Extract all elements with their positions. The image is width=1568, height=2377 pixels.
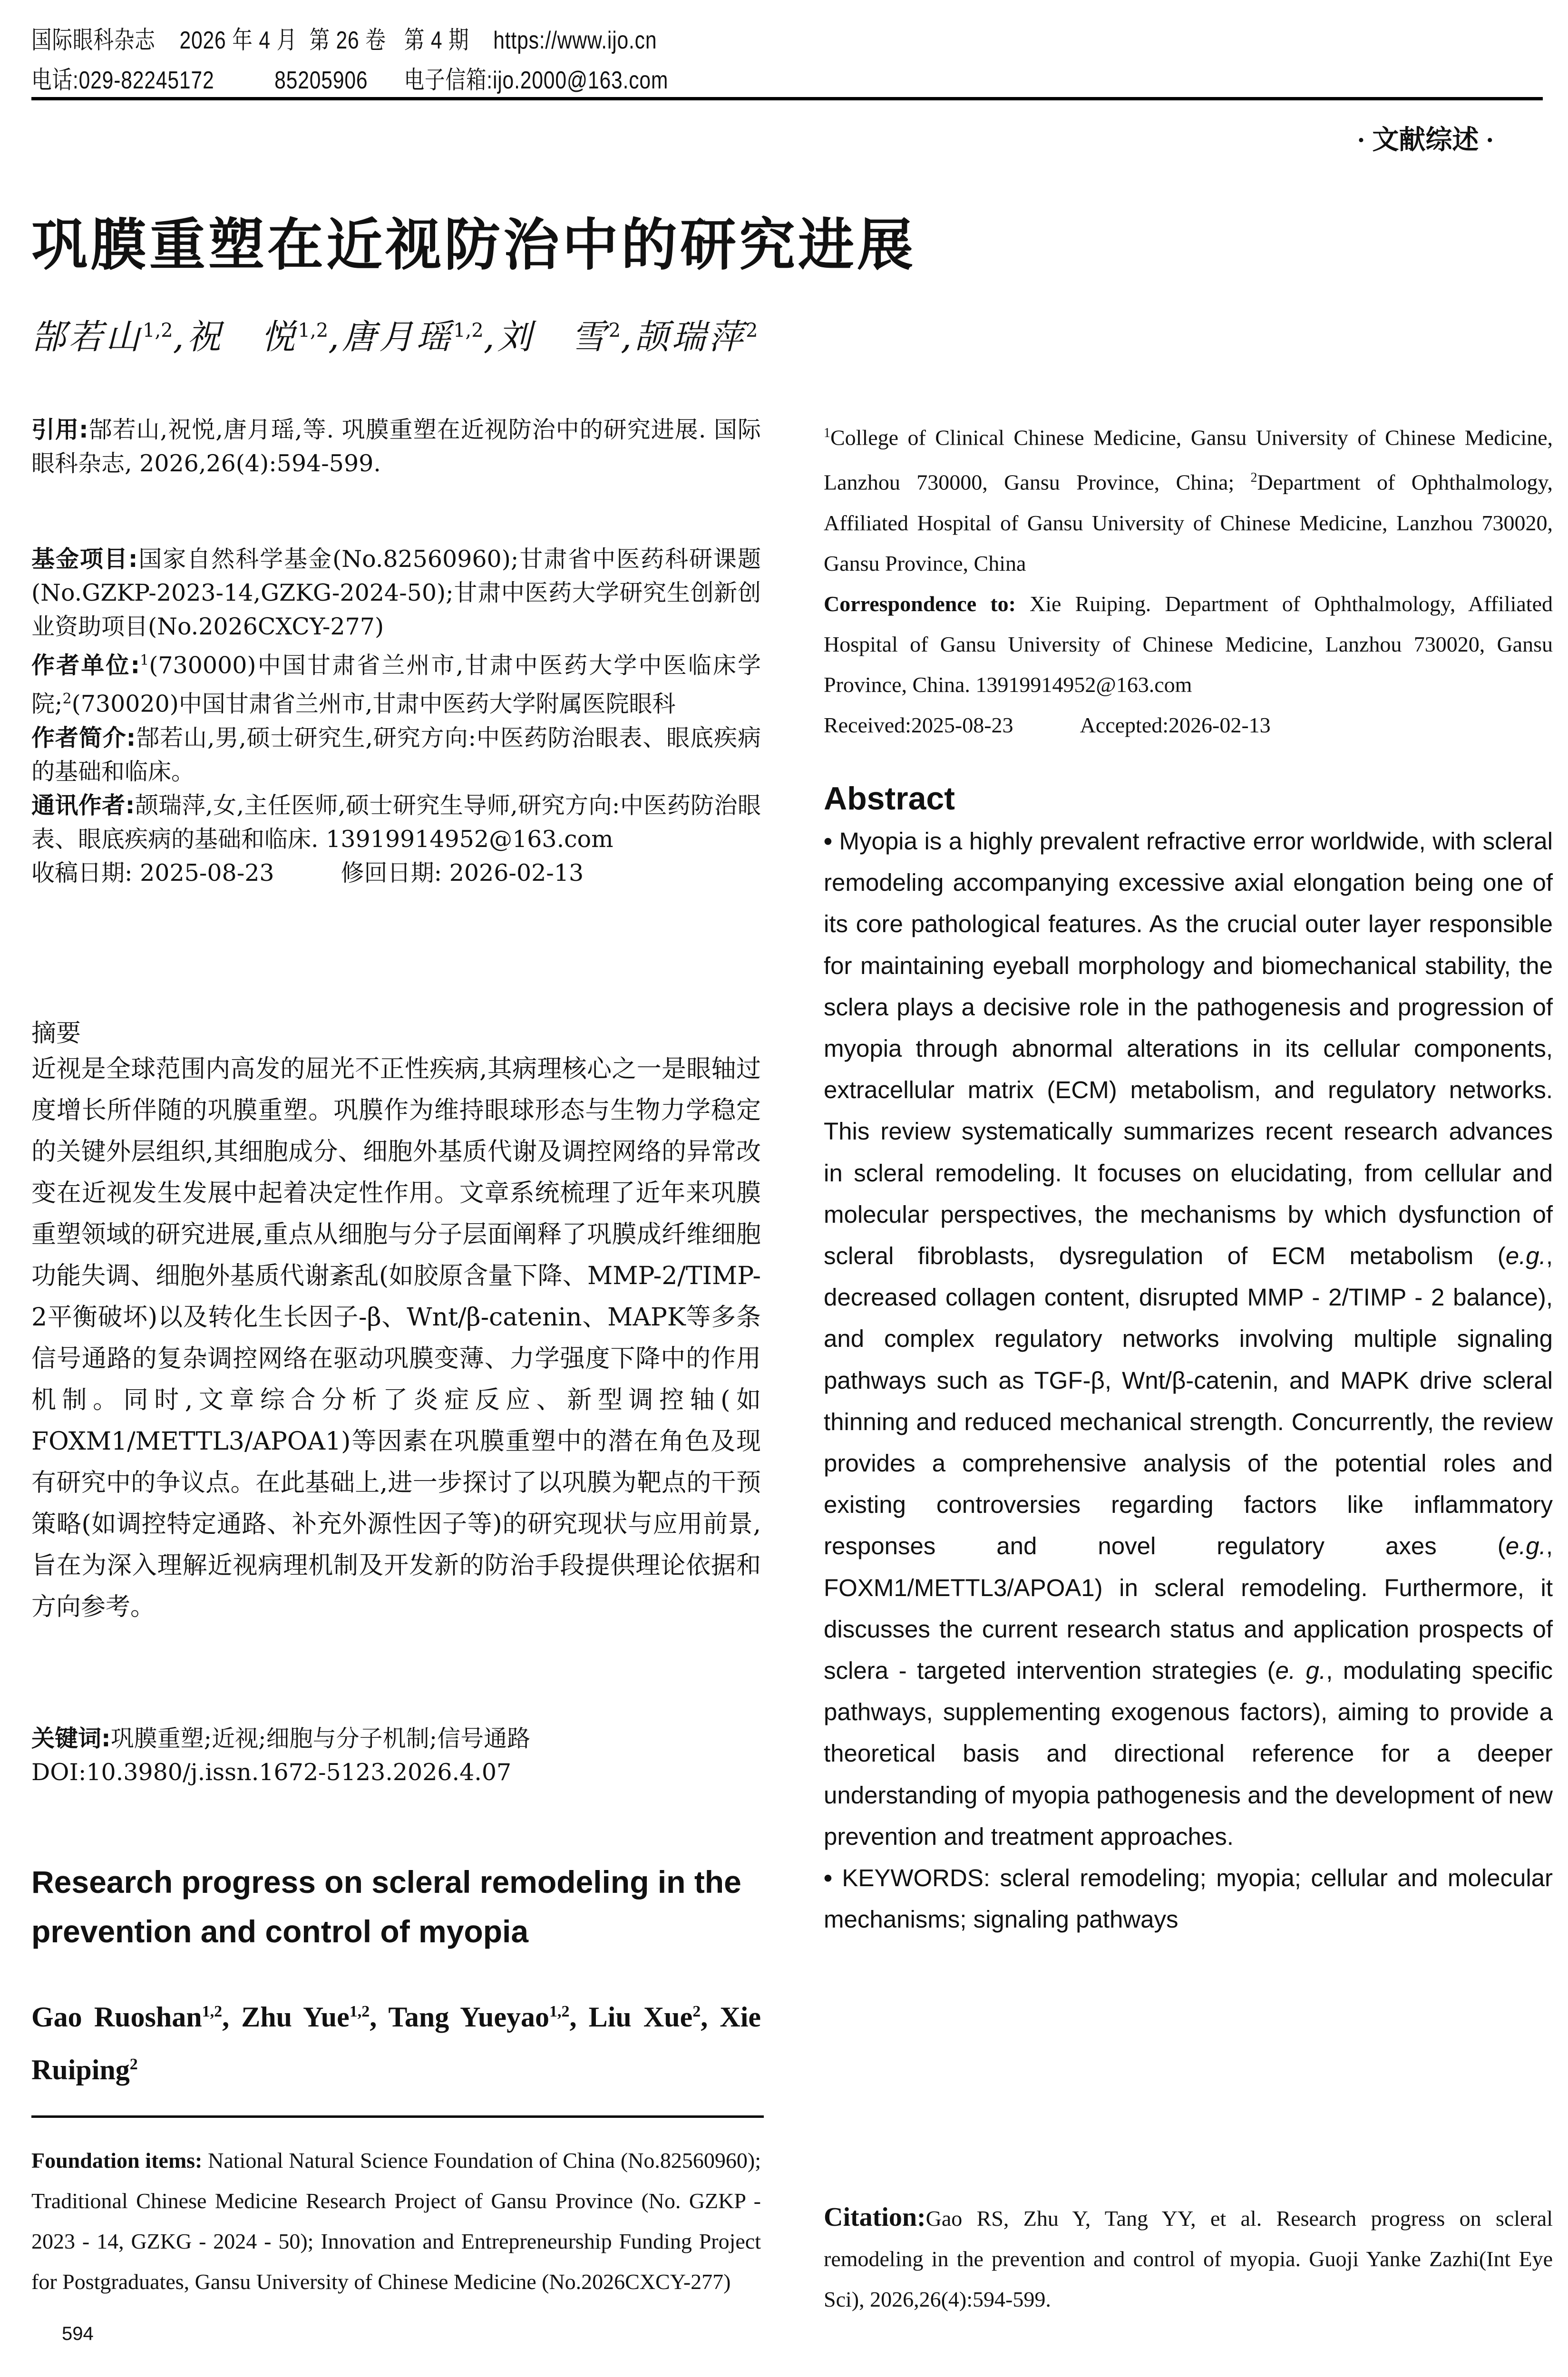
journal-header-line1 bbox=[31, 20, 657, 56]
citation-label: 引用: bbox=[31, 416, 88, 443]
citation-label-en: Citation: bbox=[824, 2202, 926, 2232]
correspondence-cn bbox=[31, 789, 761, 856]
abstract-eg: e. g. bbox=[1275, 1657, 1326, 1685]
issue: 第 4 期 bbox=[404, 27, 469, 54]
corr-label: 通讯作者: bbox=[31, 791, 135, 819]
citation-en bbox=[824, 2197, 1553, 2319]
author-affiliation: 1,2 bbox=[453, 320, 484, 341]
article-title-en: Research progress on scleral remodeling in the prevention and control of myopia bbox=[31, 1864, 741, 1949]
corr-text: 颉瑞萍,女,主任医师,硕士研究生导师,研究方向:中医药防治眼表、眼底疾病的基础和临床. 13919914952@163.com bbox=[31, 791, 761, 853]
received-date: 2025-08-23 bbox=[140, 859, 274, 887]
page-number: 594 bbox=[62, 2323, 94, 2344]
journal-url[interactable]: https://www.ijo.cn bbox=[493, 27, 657, 54]
foundation-label: Foundation items: bbox=[31, 2148, 203, 2172]
author-en: Gao Ruoshan bbox=[31, 2001, 202, 2033]
funding-text: 国家自然科学基金(No.82560960);甘肃省中医药科研课题(No.GZKP-2023-14,GZKG-2024-50);甘肃中医药大学研究生创新创业资助项目(No.2026CXCY-277) bbox=[31, 546, 761, 640]
bullet-icon: • bbox=[824, 828, 832, 855]
affiliation-en bbox=[824, 413, 1553, 584]
abstract-en bbox=[824, 820, 1553, 1940]
section-tag: · 文献综述 · bbox=[1356, 126, 1494, 155]
keywords-cn bbox=[31, 1722, 761, 1755]
journal-header-line2 bbox=[31, 60, 668, 96]
foundation-text: National Natural Science Foundation of China (No.82560960); Traditional Chinese Medicine Research Project of Gansu Province (No. GZKP - 2023 - 14, GZKG - 2024 - 50); Innovation and Entrepreneurship Funding Project for Postgraduates, Gansu University of Chinese Medicine (No.2026CXCY-277) bbox=[31, 2148, 761, 2294]
bio-label: 作者简介: bbox=[31, 724, 136, 751]
abstract-heading-cn: 摘要 bbox=[31, 1019, 81, 1048]
article-title-cn: 巩膜重塑在近视防治中的研究进展 bbox=[31, 212, 916, 278]
author-cn: 祝 悦 bbox=[186, 317, 298, 357]
accepted-label-en: Accepted: bbox=[1080, 712, 1169, 737]
abstract-text: , modulating specific pathways, supplementing exogenous factors), aiming to provide a theoretical basis and directional reference for a deeper understanding of myopia pathogenesis and the development of new prevention and treatment approaches. bbox=[824, 1657, 1553, 1850]
journal-phone2: 85205906 bbox=[274, 67, 368, 94]
abstract-text: , FOXM1/METTL3/APOA1) in scleral remodeling. Furthermore, it discusses the current research status and application prospects of sclera - targeted intervention strategies ( bbox=[824, 1532, 1553, 1685]
author-cn: 郜若山 bbox=[31, 317, 143, 357]
abstract-eg: e.g. bbox=[1505, 1242, 1546, 1270]
corr-text-en: Xie Ruiping. Department of Ophthalmology, Affiliated Hospital of Gansu University of Chinese Medicine, Lanzhou 730020, Gansu Province, China. 13919914952@163.com bbox=[824, 591, 1553, 697]
funding-label: 基金项目: bbox=[31, 546, 138, 573]
author-affiliation: 2 bbox=[608, 320, 621, 341]
affiliation-text: (730000)中国甘肃省兰州市,甘肃中医药大学中医临床学院; bbox=[31, 652, 761, 718]
funding-cn bbox=[31, 542, 761, 643]
author-en: Zhu Yue bbox=[241, 2001, 350, 2033]
affiliation-text: Department of Ophthalmology, Affiliated Hospital of Gansu University of Chinese Medicine, Lanzhou 730020, Gansu Province, China bbox=[824, 470, 1553, 575]
author-en: Xie Ruiping bbox=[31, 2001, 761, 2085]
keywords-text-en: scleral remodeling; myopia; cellular and molecular mechanisms; signaling pathways bbox=[824, 1864, 1553, 1933]
journal-email[interactable]: 电子信箱:ijo.2000@163.com bbox=[404, 67, 669, 94]
revised-date: 2026-02-13 bbox=[449, 859, 584, 887]
affiliation-text: (730020)中国甘肃省兰州市,甘肃中医药大学附属医院眼科 bbox=[71, 690, 676, 718]
affiliation-sup: 1 bbox=[140, 652, 149, 669]
accepted-date-en: 2026-02-13 bbox=[1169, 712, 1271, 737]
author-affiliation: 1,2 bbox=[298, 320, 329, 341]
journal-phone: 电话:029-82245172 bbox=[31, 67, 214, 94]
corr-label-en: Correspondence to: bbox=[824, 591, 1016, 616]
bio-text: 郜若山,男,硕士研究生,研究方向:中医药防治眼表、眼底疾病的基础和临床。 bbox=[31, 724, 761, 785]
author-list-en: Gao Ruoshan$^{1,2}$, Zhu Yue$^{1,2}$, Tang Yueyao$^{1,2}$, Liu Xue$^2$, Xie Ruiping$^2$ bbox=[31, 2001, 761, 2085]
author-affiliation: 2 bbox=[745, 320, 758, 341]
dates-en bbox=[824, 705, 1553, 745]
abstract-eg: e.g. bbox=[1505, 1532, 1546, 1560]
affiliation-text: College of Clinical Chinese Medicine, Gansu University of Chinese Medicine, Lanzhou 730000, Gansu Province, China; bbox=[824, 425, 1553, 495]
abstract-body-en bbox=[824, 820, 1553, 1857]
author-en: Tang Yueyao bbox=[388, 2001, 550, 2033]
citation-text-en: Gao RS, Zhu Y, Tang YY, et al. Research progress on scleral remodeling in the prevention and control of myopia. Guoji Yanke Zazhi(Int Eye Sci), 2026,26(4):594-599. bbox=[824, 2206, 1553, 2311]
keywords-block-cn bbox=[31, 1722, 761, 1789]
correspondence-en bbox=[824, 584, 1553, 705]
keywords-text: 巩膜重塑;近视;细胞与分子机制;信号通路 bbox=[110, 1725, 531, 1752]
keywords-label: 关键词: bbox=[31, 1725, 111, 1752]
author-en: Liu Xue bbox=[588, 2001, 693, 2033]
author-affiliation: 2 bbox=[129, 2056, 138, 2073]
affiliation-label: 作者单位: bbox=[31, 652, 140, 679]
affiliation-sup: 2 bbox=[62, 691, 72, 708]
abstract-heading-en: Abstract bbox=[824, 780, 955, 817]
keywords-label-en: KEYWORDS: bbox=[842, 1864, 991, 1892]
header-rule bbox=[31, 97, 1543, 100]
abstract-text: , decreased collagen content, disrupted MMP - 2/TIMP - 2 balance), and complex regulatory networks involving multiple signaling pathways such as TGF-β, Wnt/β-catenin, and MAPK drive scleral thinning and reduced mechanical strength. Concurrently, the review provides a comprehensive analysis of the potential roles and existing controversies regarding factors like inflammatory responses and novel regulatory axes ( bbox=[824, 1242, 1553, 1560]
author-affiliation: 1,2 bbox=[143, 320, 173, 341]
affiliation-sup: 2 bbox=[1250, 470, 1257, 486]
received-label: 收稿日期: bbox=[31, 859, 133, 887]
author-affiliation: 1,2 bbox=[549, 2003, 570, 2020]
author-affiliation: 1,2 bbox=[349, 2003, 370, 2020]
article-info-en bbox=[824, 413, 1553, 745]
revised-label: 修回日期: bbox=[341, 859, 442, 887]
received-label-en: Received: bbox=[824, 712, 911, 737]
citation-text: 郜若山,祝悦,唐月瑶,等. 巩膜重塑在近视防治中的研究进展. 国际眼科杂志, 2026,26(4):594-599. bbox=[31, 416, 761, 477]
volume: 第 26 卷 bbox=[309, 27, 386, 54]
citation-cn bbox=[31, 413, 761, 480]
bullet-icon: • bbox=[824, 1864, 832, 1892]
affiliation-sup: 1 bbox=[824, 426, 830, 440]
author-cn: 颉瑞萍 bbox=[634, 317, 746, 357]
author-list-cn: 郜若山$^{1,2}$,祝 悦$^{1,2}$,唐月瑶$^{1,2}$,刘 雪$^2$,颉瑞萍$^2$ bbox=[31, 317, 758, 357]
section-divider bbox=[31, 2115, 764, 2118]
author-affiliation: 2 bbox=[692, 2003, 701, 2020]
author-cn: 刘 雪 bbox=[497, 317, 609, 357]
received-date-en: 2025-08-23 bbox=[911, 712, 1013, 737]
foundation-items-en bbox=[31, 2140, 761, 2302]
abstract-text: Myopia is a highly prevalent refractive error worldwide, with scleral remodeling accompanying excessive axial elongation being one of its core pathological features. As the crucial outer layer responsible for maintaining eyeball morphology and biomechanical stability, the sclera plays a decisive role in the pathogenesis and progression of myopia through abnormal alterations in its cellular components, extracellular matrix (ECM) metabolism, and regulatory networks. This review systematically summarizes recent research advances in scleral remodeling. It focuses on elucidating, from cellular and molecular perspectives, the mechanisms by which dysfunction of scleral fibroblasts, dysregulation of ECM metabolism ( bbox=[824, 828, 1553, 1270]
author-cn: 唐月瑶 bbox=[342, 317, 454, 357]
article-info-cn bbox=[31, 542, 761, 890]
journal-name: 国际眼科杂志 bbox=[31, 27, 156, 54]
dates-cn bbox=[31, 856, 761, 890]
affiliation-cn bbox=[31, 643, 761, 721]
abstract-cn: 近视是全球范围内高发的屈光不正性疾病,其病理核心之一是眼轴过度增长所伴随的巩膜重塑。巩膜作为维持眼球形态与生物力学稳定的关键外层组织,其细胞成分、细胞外基质代谢及调控网络的异常改变在近视发生发展中起着决定性作用。文章系统梳理了近年来巩膜重塑领域的研究进展,重点从细胞与分子层面阐释了巩膜成纤维细胞功能失调、细胞外基质代谢紊乱(如胶原含量下降、MMP-2/TIMP-2平衡破坏)以及转化生长因子-β、Wnt/β-catenin、MAPK等多条信号通路的复杂调控网络在驱动巩膜变薄、力学强度下降中的作用机制。同时,文章综合分析了炎症反应、新型调控轴(如FOXM1/METTL3/APOA1)等因素在巩膜重塑中的潜在角色及现有研究中的争议点。在此基础上,进一步探讨了以巩膜为靶点的干预策略(如调控特定通路、补充外源性因子等)的研究现状与应用前景,旨在为深入理解近视病理机制及开发新的防治手段提供理论依据和方向参考。 bbox=[31, 1055, 761, 1621]
doi[interactable]: DOI:10.3980/j.issn.1672-5123.2026.4.07 bbox=[31, 1759, 512, 1786]
keywords-en bbox=[824, 1857, 1553, 1940]
author-bio-cn bbox=[31, 721, 761, 789]
issue-date: 2026 年 4 月 bbox=[179, 27, 298, 54]
author-affiliation: 1,2 bbox=[202, 2003, 223, 2020]
